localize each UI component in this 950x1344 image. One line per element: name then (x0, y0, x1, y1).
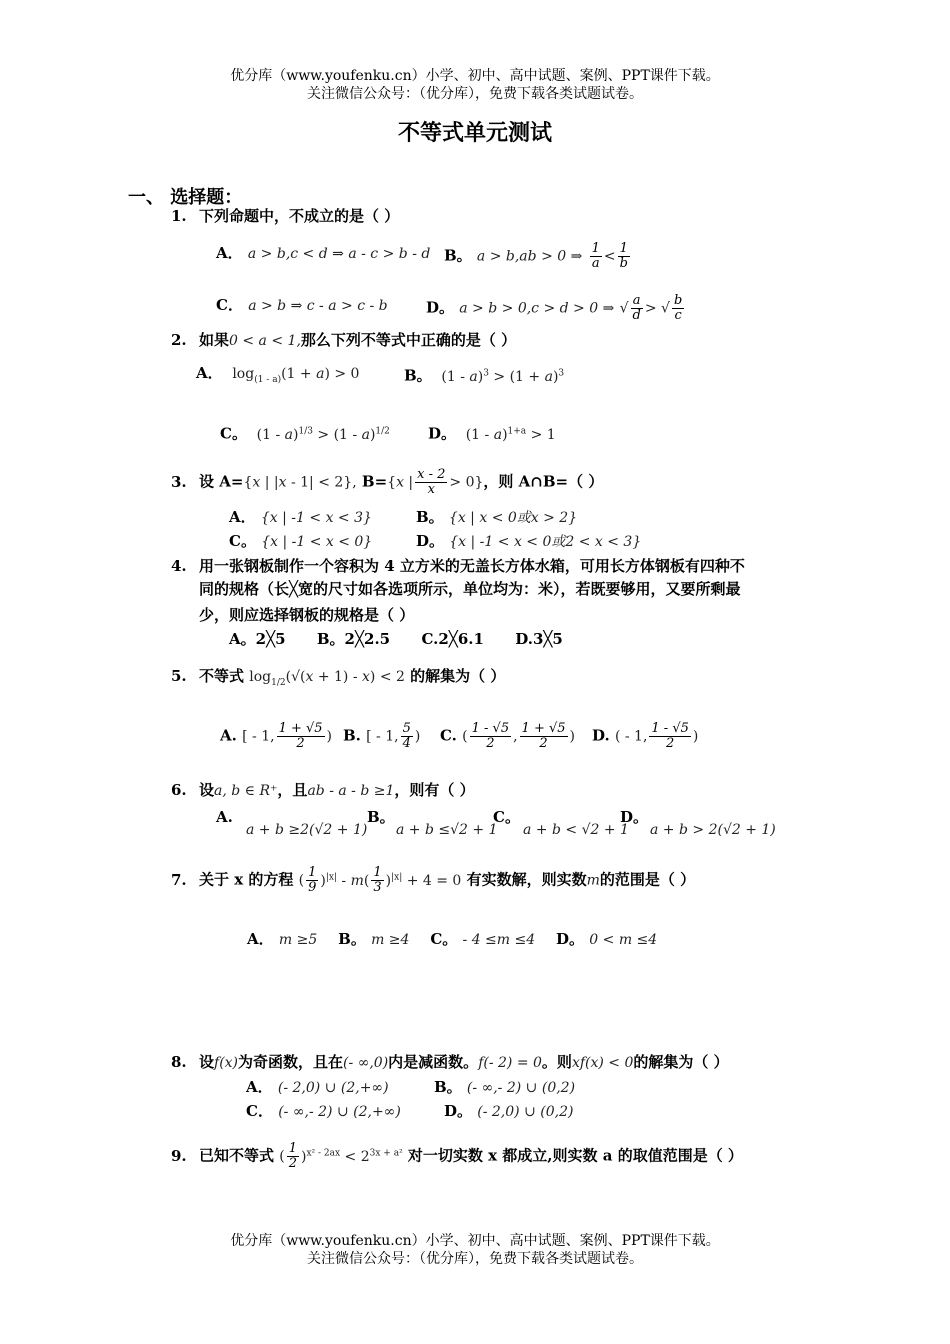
question-5: 5. 不等式 $\log_{1/2}(√(x + 1) - x) < 2$ 的解集为（ ） (171, 667, 506, 688)
q1-option-b: B。 a > b,ab > 0 ⇒ $\frac{1}{a}$ < $\frac{1}{b}$ (444, 241, 628, 271)
q7-options: A． m ≥5 B。 m ≥4 C。 - 4 ≤m ≤4 D。 0 < m ≤4 (247, 930, 658, 948)
q1-option-d: D。 a > b > 0,c > d > 0 ⇒ √ $\frac{a}{d}$ > √ $\frac{b}{c}$ (426, 293, 683, 323)
question-1: 1. 下列命题中，不成立的是（ ） (171, 207, 400, 225)
q8-option-b: B。 (- ∞,- 2) ∪ (0,2) (434, 1078, 576, 1096)
section-heading: 一、 选择题： (128, 187, 243, 208)
q6-option-d-math: a + b > 2(√2 + 1) (650, 822, 776, 838)
q6-option-d: D。 (620, 808, 649, 826)
question-8: 8. 设f(x)为奇函数，且在(- ∞,0)内是减函数。f(- 2) = 0。则xf(x) < 0的解集为（ ） (171, 1053, 729, 1071)
header-line-1: 优分库（www.youfenku.cn）小学、初中、高中试题、案例、PPT课件下载。 (230, 68, 720, 84)
q6-option-a: A. (216, 808, 233, 826)
question-9: 9. 已知不等式 ( $\frac{1}{2}$ )$^{x^2 - 2ax} < 2^{3x + a^2}$ 对一切实数 x 都成立,则实数 a 的取值范围是（ ） (171, 1141, 743, 1172)
q6-option-c: C。 (493, 808, 520, 826)
q5-option-c: C. ( $\frac{1 - √5}{2}$ , $\frac{1 + √5}{2}$ ) (440, 721, 575, 751)
q8-option-d: D。 (- 2,0) ∪ (0,2) (444, 1102, 574, 1120)
question-2: 2. 如果0 < a < 1,那么下列不等式中正确的是（ ） (171, 331, 517, 349)
question-7: 7. 关于 x 的方程 ( $\frac{1}{9}$ )$^{|x|}$ - m( $\frac{1}{3}$ )$^{|x|}$ + 4 = 0 有实数解，则实数m的范围是（ ） (171, 865, 696, 896)
q3-option-c: C。 {x | -1 < x < 0} (229, 532, 373, 550)
q8-option-c: C． (- ∞,- 2) ∪ (2,+∞) (246, 1102, 401, 1120)
q5-option-b: B. [ - 1, $\frac{5}{4}$ ) (343, 721, 421, 751)
footer-line-1: 优分库（www.youfenku.cn）小学、初中、高中试题、案例、PPT课件下载。 (230, 1233, 720, 1249)
q2-option-c: C。 (1 - a)$^{1/3}$ > (1 - a)$^{1/2}$ (220, 424, 390, 443)
q3-option-b: B。 {x | x < 0或x > 2} (416, 508, 578, 526)
q6-option-c-math: a + b < √2 + 1 (523, 822, 629, 838)
q4-options: A。2╳5 B。2╳2.5 C.2╳6.1 D.3╳5 (229, 630, 563, 648)
q8-option-a: A． (- 2,0) ∪ (2,+∞) (246, 1078, 389, 1096)
q2-option-a: A． $\log_{(1 - a)}(1 + a) > 0$ (196, 364, 360, 385)
header-line-2: 关注微信公众号：（优分库），免费下载各类试题试卷。 (307, 86, 643, 102)
question-4-line-3: 少，则应选择钢板的规格是（ ） (199, 606, 415, 624)
q6-option-b-math: a + b ≤√2 + 1 (396, 822, 498, 838)
q1-option-a: A． a > b,c < d ⇒ a - c > b - d (216, 244, 431, 262)
question-3: 3. 设 A={x | |x - 1| < 2}, B={x | $\frac{x - 2}{x}$ > 0}，则 A∩B=（ ） (171, 467, 604, 497)
question-4: 4. 用一张钢板制作一个容积为 4 立方米的无盖长方体水箱，可用长方体钢板有四种不 (171, 557, 745, 575)
footer-line-2: 关注微信公众号：（优分库），免费下载各类试题试卷。 (307, 1251, 643, 1267)
question-4-line-2: 同的规格（长╳宽的尺寸如各选项所示，单位均为：米），若既要够用，又要所剩最 (199, 580, 741, 598)
q5-option-d: D. ( - 1, $\frac{1 - √5}{2}$ ) (592, 721, 699, 751)
q1-option-c: C． a > b ⇒ c - a > c - b (216, 296, 388, 314)
q6-option-a-math: a + b ≥2(√2 + 1) (246, 822, 368, 838)
q2-option-b: B。 $(1 - a)^3 > (1 + a)^3$ (404, 366, 565, 385)
question-6: 6. 设a, b ∈ R⁺，且ab - a - b ≥1，则有（ ） (171, 781, 475, 799)
q3-option-d: D。 {x | -1 < x < 0或2 < x < 3} (416, 532, 642, 550)
page-title: 不等式单元测试 (397, 120, 552, 146)
q6-option-b: B。 (367, 808, 395, 826)
q3-option-a: A． {x | -1 < x < 3} (229, 508, 372, 526)
q5-option-a: A. [ - 1, $\frac{1 + √5}{2}$ ) (220, 721, 333, 751)
q2-option-d: D。 (1 - a)$^{1+a}$ > 1 (428, 424, 556, 443)
